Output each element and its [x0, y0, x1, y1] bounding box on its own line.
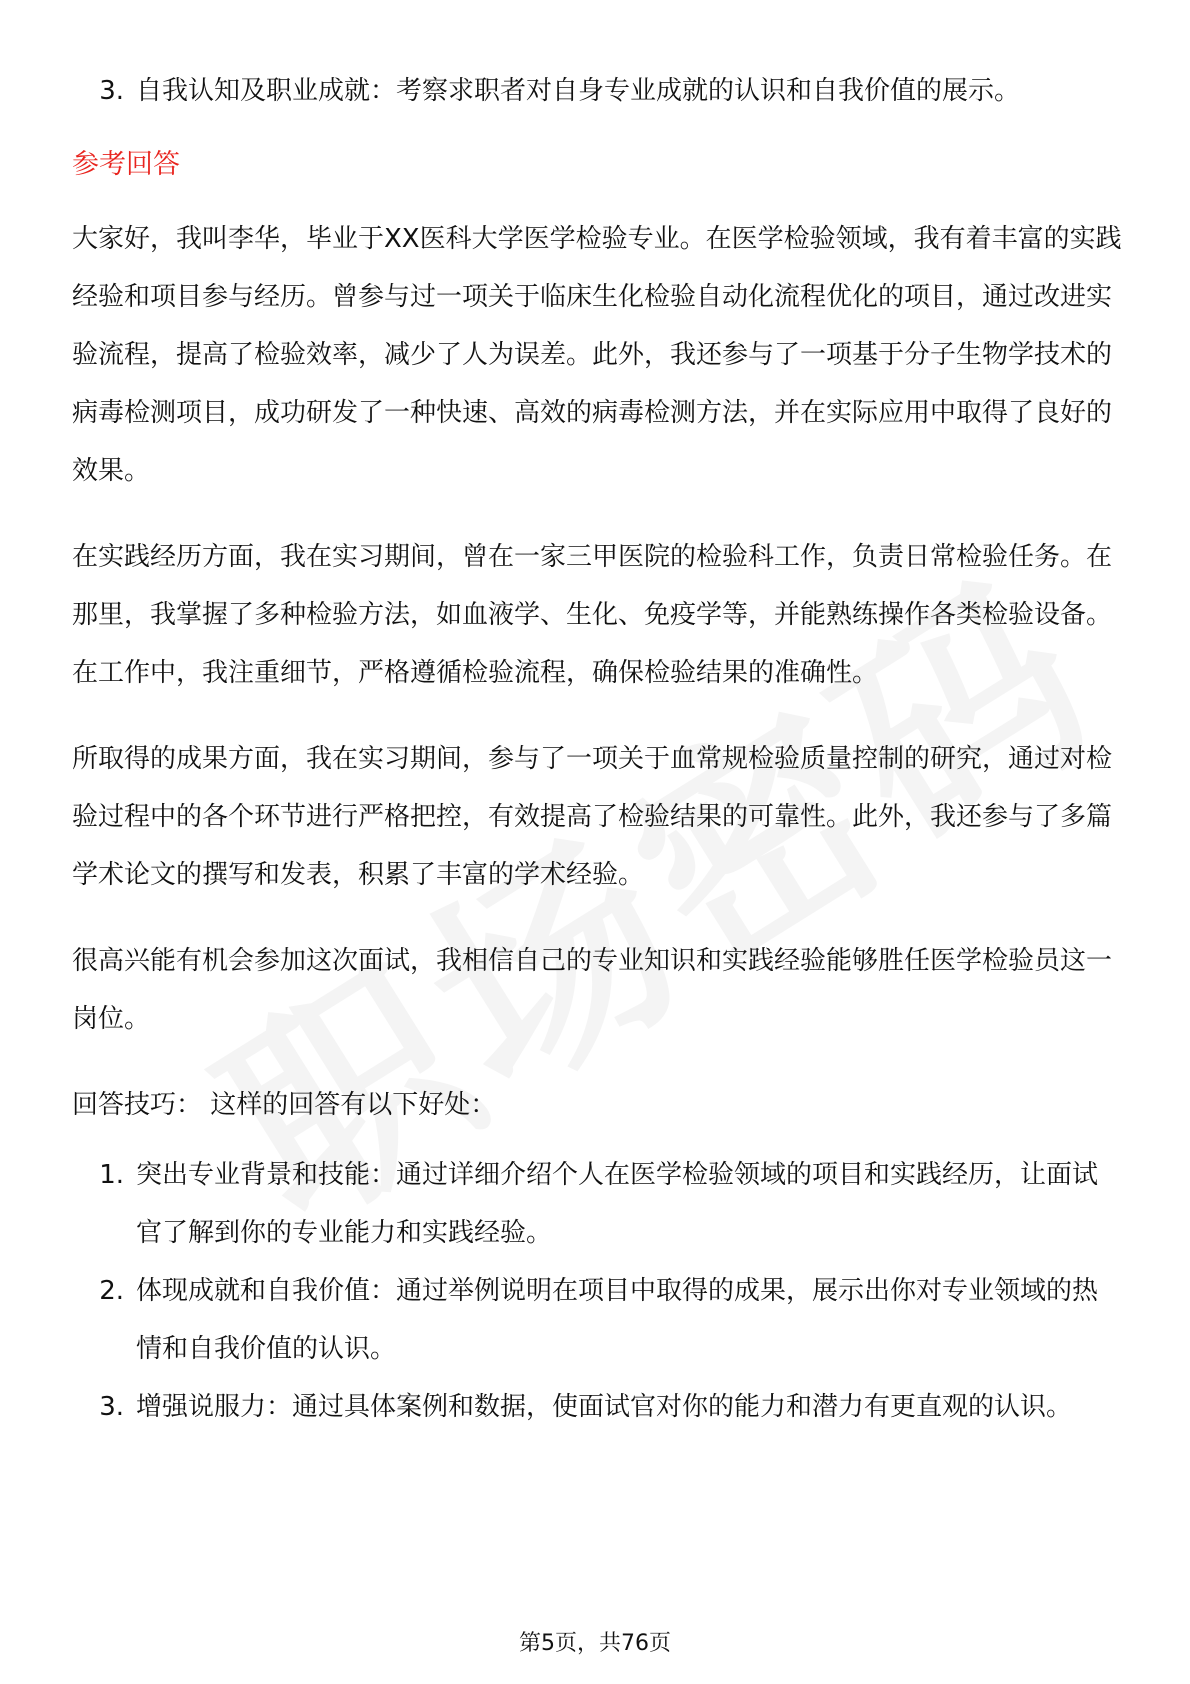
list-item — [72, 1262, 1122, 1378]
list-text: 体现成就和自我价值：通过举例说明在项目中取得的成果，展示出你对专业领域的热情和自我价值的认识。 — [136, 1276, 1099, 1364]
section-heading: 参考回答 — [72, 149, 180, 180]
answer-paragraph: 大家好，我叫李华，毕业于XX医科大学医学检验专业。在医学检验领域，我有着丰富的实践经验和项目参与经历。曾参与过一项关于临床生化检验自动化流程优化的项目，通过改进实验流程，提高了检验效率，减少了人为误差。此外，我还参与了一项基于分子生物学技术的病毒检测项目，成功研发了一种快速、高效的病毒检测方法，并在实际应用中取得了良好的效果。 — [72, 224, 1122, 486]
answer-paragraph: 所取得的成果方面，我在实习期间，参与了一项关于血常规检验质量控制的研究，通过对检验过程中的各个环节进行严格把控，有效提高了检验结果的可靠性。此外，我还参与了多篇学术论文的撰写和发表，积累了丰富的学术经验。 — [72, 744, 1113, 890]
page-footer: 第5页，共76页 — [519, 1631, 671, 1656]
list-number: 3. — [99, 76, 124, 106]
list-item — [72, 1378, 1122, 1436]
list-number: 3. — [99, 1392, 124, 1422]
criteria-list — [72, 62, 1122, 120]
list-number: 2. — [99, 1276, 124, 1306]
list-item — [72, 1146, 1122, 1262]
list-text: 增强说服力：通过具体案例和数据，使面试官对你的能力和潜力有更直观的认识。 — [136, 1392, 1073, 1422]
list-number: 1. — [99, 1160, 124, 1190]
tips-list — [72, 1146, 1122, 1436]
list-text: 突出专业背景和技能：通过详细介绍个人在医学检验领域的项目和实践经历，让面试官了解到你的专业能力和实践经验。 — [136, 1160, 1099, 1248]
list-text: 自我认知及职业成就：考察求职者对自身专业成就的认识和自我价值的展示。 — [136, 76, 1021, 106]
list-item — [72, 62, 1122, 120]
answer-paragraph: 很高兴能有机会参加这次面试，我相信自己的专业知识和实践经验能够胜任医学检验员这一岗位。 — [72, 946, 1113, 1034]
answer-paragraph: 在实践经历方面，我在实习期间，曾在一家三甲医院的检验科工作，负责日常检验任务。在那里，我掌握了多种检验方法，如血液学、生化、免疫学等，并能熟练操作各类检验设备。在工作中，我注重细节，严格遵循检验流程，确保检验结果的准确性。 — [72, 542, 1113, 688]
page-content — [72, 62, 1122, 1436]
tips-intro: 回答技巧： 这样的回答有以下好处： — [72, 1090, 497, 1120]
